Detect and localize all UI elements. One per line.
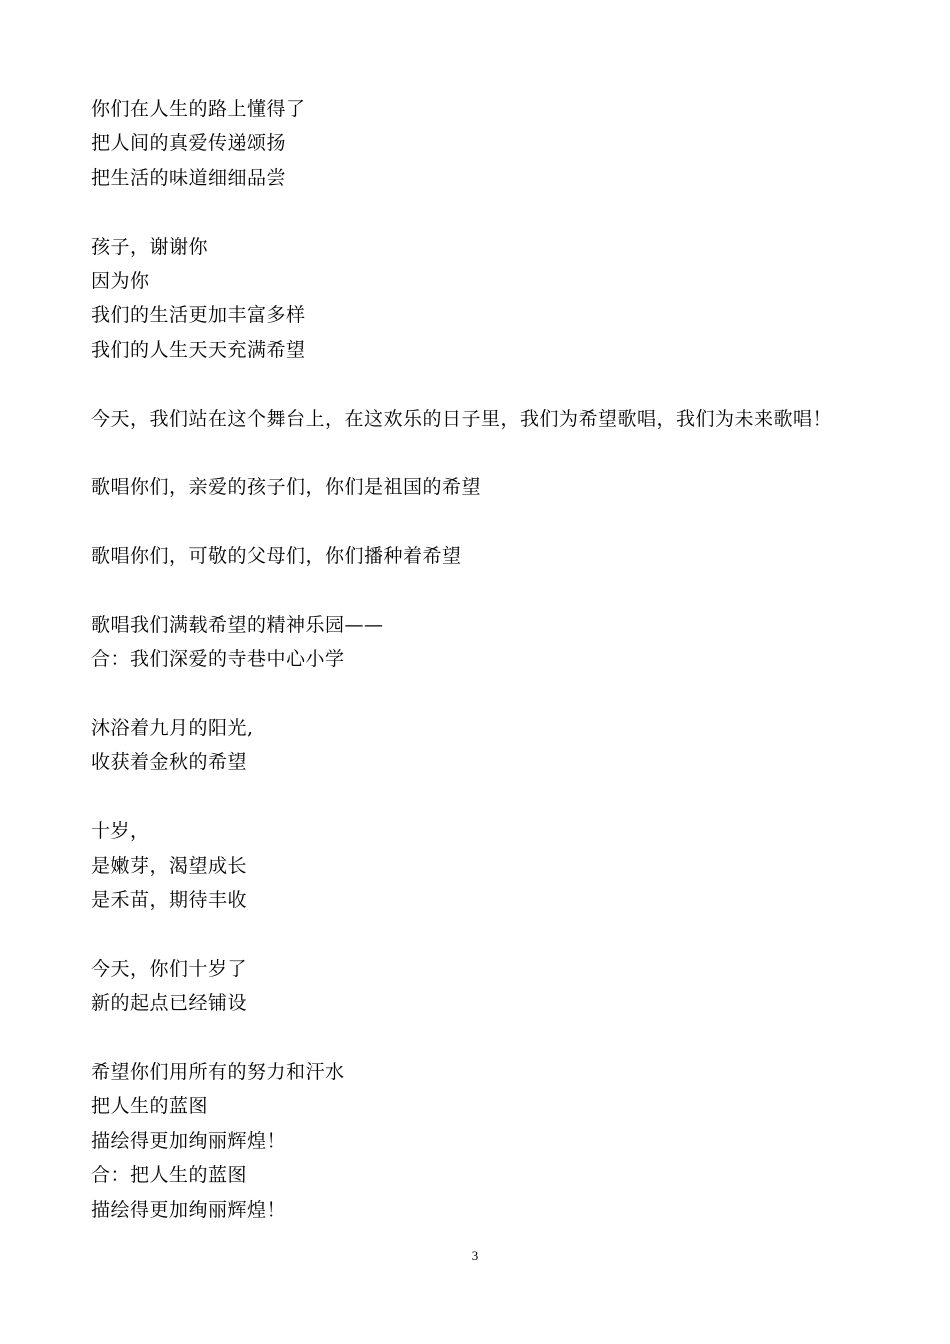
text-line: 因为你 (91, 269, 150, 292)
text-line: 描绘得更加绚丽辉煌！ (91, 1129, 287, 1152)
text-line: 你们在人生的路上懂得了 (91, 98, 306, 120)
text-line: 孩子，谢谢你 (91, 235, 209, 258)
text-line: 我们的生活更加丰富多样 (91, 304, 306, 327)
blank-line (91, 436, 871, 470)
text-line: 今天，你们十岁了 (91, 957, 248, 980)
text-line: 新的起点已经铺设 (91, 992, 248, 1015)
text-line: 沐浴着九月的阳光, (91, 717, 254, 740)
text-line: 歌唱你们，亲爱的孩子们，你们是祖国的希望 (91, 476, 482, 499)
text-line: 是嫩芽，渴望成长 (91, 854, 248, 877)
page-number: 3 (471, 1248, 479, 1263)
text-line: 把生活的味道细细品尝 (91, 166, 287, 189)
text-line: 歌唱你们，可敬的父母们，你们播种着希望 (91, 545, 462, 568)
blank-line (91, 1021, 871, 1055)
blank-line (91, 505, 871, 539)
text-line: 把人间的真爱传递颂扬 (91, 132, 287, 155)
text-line: 十岁， (91, 820, 150, 843)
text-line: 我们的人生天天充满希望 (91, 338, 306, 361)
text-line: 把人生的蓝图 (91, 1095, 209, 1118)
text-line: 合：把人生的蓝图 (91, 1164, 248, 1187)
blank-line (91, 780, 871, 814)
blank-line (91, 195, 871, 229)
blank-line (91, 677, 871, 711)
text-line: 收获着金秋的希望 (91, 751, 248, 774)
blank-line (91, 917, 871, 951)
text-line: 合：我们深爱的寺巷中心小学 (91, 648, 345, 671)
text-line: 今天，我们站在这个舞台上，在这欢乐的日子里，我们为希望歌唱，我们为未来歌唱！ (91, 407, 833, 430)
document-body (91, 92, 871, 1227)
text-line: 歌唱我们满载希望的精神乐园—— (91, 613, 384, 636)
blank-line (91, 367, 871, 401)
text-line: 描绘得更加绚丽辉煌！ (91, 1198, 287, 1221)
blank-line (91, 573, 871, 607)
text-line: 希望你们用所有的努力和汗水 (91, 1060, 345, 1083)
text-line: 是禾苗，期待丰收 (91, 888, 248, 911)
